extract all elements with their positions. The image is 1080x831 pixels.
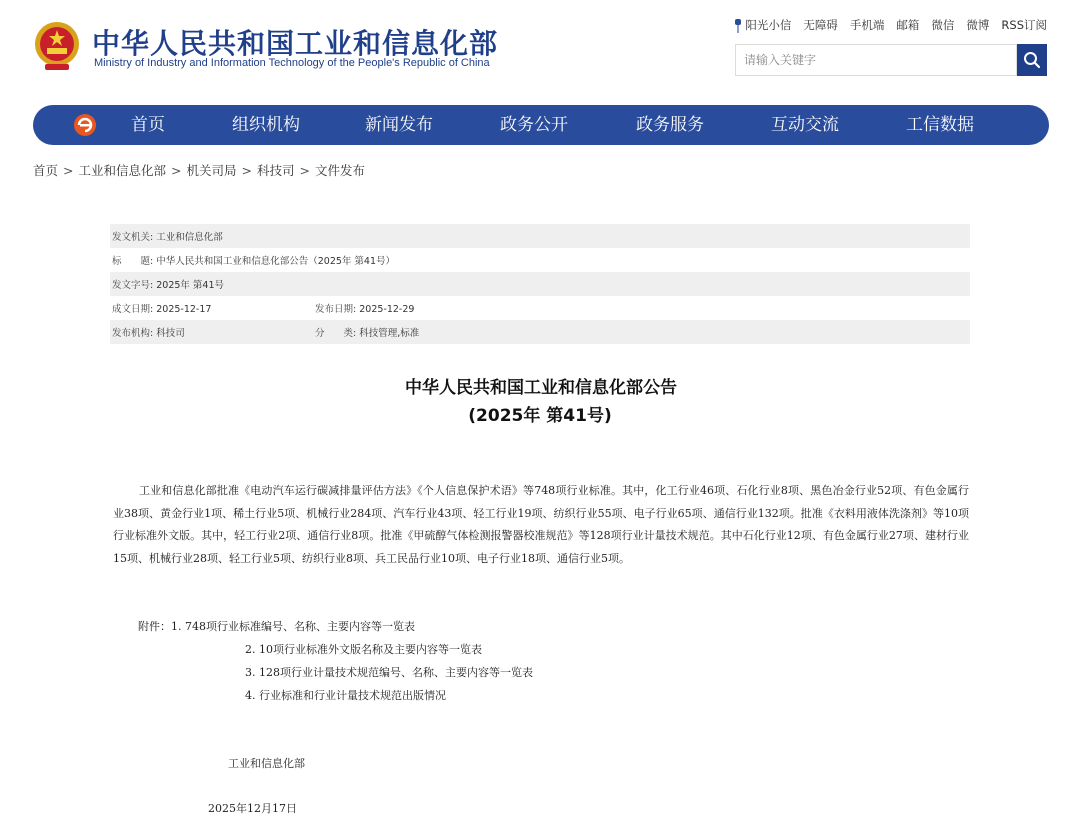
nav-item-news[interactable]: 新闻发布: [365, 115, 433, 135]
top-link-label: 阳光小信: [745, 18, 792, 32]
meta-label: 分 类:: [315, 328, 357, 339]
top-link-accessibility[interactable]: 无障碍: [803, 18, 838, 32]
top-link-weibo[interactable]: 微博: [966, 18, 990, 32]
attachment-item[interactable]: [138, 618, 415, 634]
meta-row: [110, 224, 970, 248]
attachment-text: 1. 748项行业标准编号、名称、主要内容等一览表: [171, 620, 415, 633]
top-link-rss[interactable]: RSS订阅: [1001, 18, 1047, 32]
breadcrumb-item[interactable]: 科技司: [257, 163, 295, 178]
meta-published-date: 2025-12-29: [359, 304, 415, 315]
meta-row: [110, 320, 970, 344]
meta-row: [110, 296, 970, 320]
attachment-item[interactable]: 4. 行业标准和行业计量技术规范出版情况: [245, 689, 446, 702]
meta-row: [110, 248, 970, 272]
breadcrumb-item[interactable]: 文件发布: [315, 163, 366, 178]
attachment-item[interactable]: 2. 10项行业标准外文版名称及主要内容等一览表: [245, 643, 482, 656]
meta-label: 发布日期:: [315, 304, 357, 315]
meta-row: [110, 272, 970, 296]
breadcrumb-item[interactable]: 工业和信息化部: [78, 163, 167, 178]
signature-org: 工业和信息化部: [228, 757, 305, 770]
main-nav: [33, 105, 1049, 145]
breadcrumb: 首页 > 工业和信息化部 > 机关司局 > 科技司 > 文件发布: [33, 163, 366, 178]
attachments-label: 附件：: [138, 620, 171, 633]
top-link-wechat[interactable]: 微信: [931, 18, 955, 32]
national-emblem-icon: [33, 20, 81, 72]
attachment-item[interactable]: 3. 128项行业计量技术规范编号、名称、主要内容等一览表: [245, 666, 533, 679]
site-subtitle: Ministry of Industry and Information Technology of the People's Republic of China: [94, 57, 490, 69]
top-link-mail[interactable]: 邮箱: [896, 18, 920, 32]
nav-item-interaction[interactable]: 互动交流: [771, 115, 839, 135]
document-meta-table: [110, 224, 970, 344]
meta-doc-no: 2025年 第41号: [156, 280, 225, 291]
meta-label: 成文日期:: [112, 304, 154, 315]
document-title: 中华人民共和国工业和信息化部公告: [405, 378, 677, 398]
meta-org: 科技司: [156, 328, 185, 339]
search-button[interactable]: [1017, 44, 1047, 76]
nav-item-organization[interactable]: 组织机构: [232, 115, 300, 135]
site-title: 中华人民共和国工业和信息化部: [92, 27, 499, 60]
top-link-mobile[interactable]: 手机端: [849, 18, 885, 32]
meta-issuer: 工业和信息化部: [156, 232, 223, 243]
meta-label: 发文字号:: [112, 280, 154, 291]
top-link-sunshine[interactable]: [734, 17, 791, 33]
breadcrumb-item[interactable]: 机关司局: [186, 163, 237, 178]
miit-logo-icon: [73, 113, 97, 137]
pin-icon: [734, 19, 742, 33]
search-input[interactable]: [735, 44, 1017, 76]
meta-created-date: 2025-12-17: [156, 304, 212, 315]
search-icon: [1023, 51, 1041, 69]
meta-category: 科技管理,标准: [359, 328, 420, 339]
meta-title: 中华人民共和国工业和信息化部公告（2025年 第41号）: [156, 256, 396, 267]
top-links: [734, 17, 1047, 33]
signature-date: 2025年12月17日: [208, 802, 297, 815]
document-number: (2025年 第41号): [468, 406, 612, 426]
nav-item-government-affairs[interactable]: 政务公开: [500, 115, 568, 135]
document-body: 工业和信息化部批准《电动汽车运行碳减排量评估方法》《个人信息保护术语》等748项行业标准。其中，化工行业46项、石化行业8项、黑色冶金行业52项、有色金属行业38项、黄金行业1项、稀土行业5项、机械行业284项、汽车行业43项、轻工行业19项、纺织行业55项、电子行业65项、通信行业132项。批准《衣料用液体洗涤剂》等10项行业标准外文版。其中，轻工行业2项、通信行业8项。批准《甲硫醇气体检测报警器校准规范》等128项行业计量技术规范。其中石化行业12项、有色金属行业27项、建材行业15项、机械行业28项、轻工行业5项、纺织行业8项、兵工民品行业10项、电子行业18项、通信行业5项。: [113, 484, 969, 565]
nav-item-data[interactable]: 工信数据: [906, 115, 974, 135]
meta-label: 发文机关:: [112, 232, 154, 243]
breadcrumb-item[interactable]: 首页: [33, 163, 59, 178]
nav-item-home[interactable]: 首页: [131, 115, 165, 135]
meta-label: 标 题:: [112, 256, 154, 267]
nav-item-services[interactable]: 政务服务: [636, 115, 704, 135]
meta-label: 发布机构:: [112, 328, 154, 339]
